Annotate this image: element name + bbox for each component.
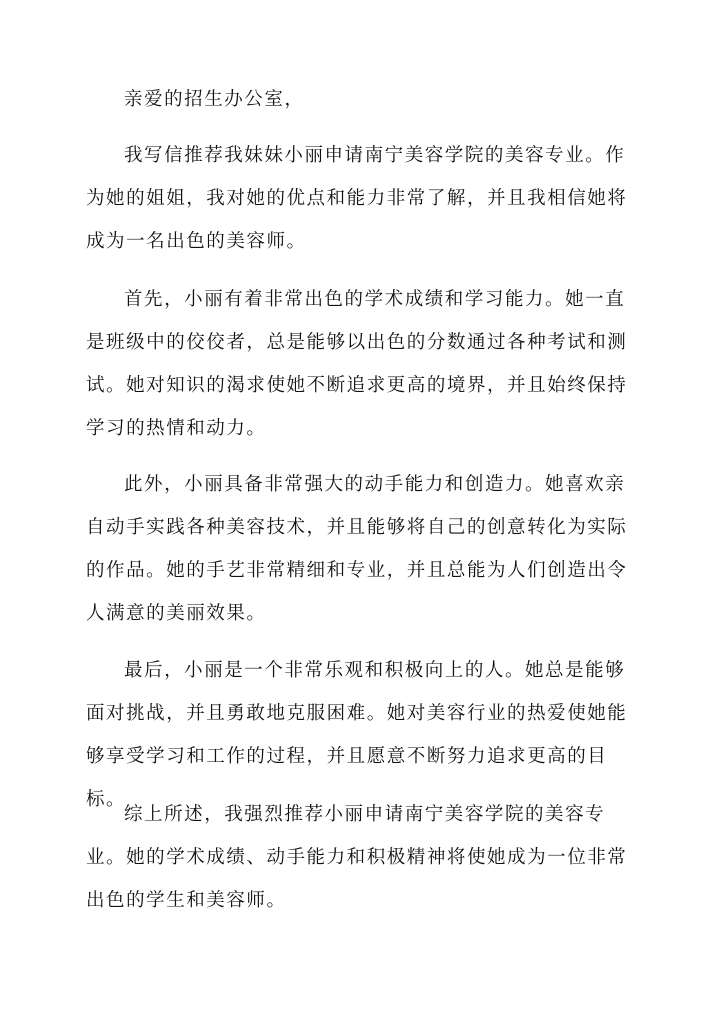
salutation: 亲爱的招生办公室， [124,89,305,110]
paragraph-creativity: 此外，小丽具备非常强大的动手能力和创造力。她喜欢亲自动手实践各种美容技术，并且能够将自己的创意转化为实际的作品。她的手艺非常精细和专业，并且总能为人们创造出令人满意的美丽效果。 [86,474,628,624]
paragraph-recommendation: 我写信推荐我妹妹小丽申请南宁美容学院的美容专业。作为她的姐姐，我对她的优点和能力非常了解，并且我相信她将成为一名出色的美容师。 [86,145,628,252]
paragraph-conclusion: 综上所述，我强烈推荐小丽申请南宁美容学院的美容专业。她的学术成绩、动手能力和积极精神将使她成为一位非常出色的学生和美容师。 [86,804,628,911]
paragraph-attitude: 最后，小丽是一个非常乐观和积极向上的人。她总是能够面对挑战，并且勇敢地克服困难。她对美容行业的热爱使她能够享受学习和工作的过程，并且愿意不断努力追求更高的目标。 [86,660,628,810]
paragraph-academics: 首先，小丽有着非常出色的学术成绩和学习能力。她一直是班级中的佼佼者，总是能够以出色的分数通过各种考试和测试。她对知识的渴求使她不断追求更高的境界，并且始终保持学习的热情和动力。 [86,289,628,439]
